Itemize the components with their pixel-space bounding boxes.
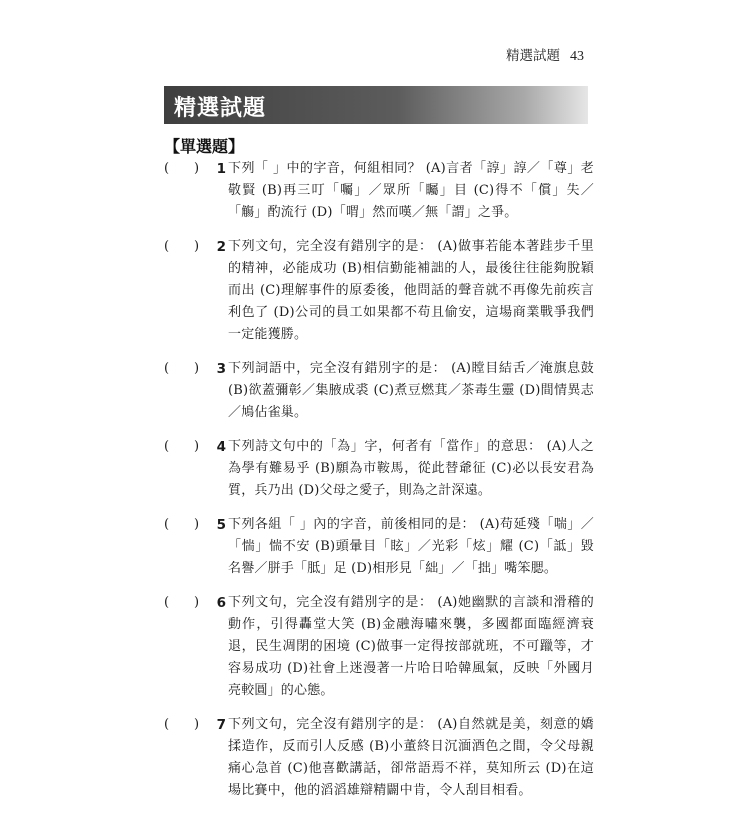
answer-blank-close: ) [194, 439, 200, 454]
subheading-single-choice: 【單選題】 [164, 137, 245, 156]
answer-blank-open: ( [164, 517, 170, 532]
answer-blank-close: ) [194, 517, 200, 532]
section-banner [164, 86, 588, 124]
running-head-title: 精選試題 [506, 48, 560, 64]
answer-blank-open: ( [164, 717, 170, 732]
question-number: 6 [216, 595, 226, 611]
answer-blank-close: ) [194, 595, 200, 610]
answer-blank-open: ( [164, 595, 170, 610]
question-item [164, 714, 594, 802]
page-number: 43 [570, 49, 584, 64]
answer-blank-open: ( [164, 361, 170, 376]
question-text: 下列詩文句中的「為」字，何者有「當作」的意思： (A)人之為學有難易乎 (B)願為市鞍馬，從此替爺征 (C)必以長安君為質，兵乃出 (D)父母之愛子，則為之計深遠。 [228, 439, 594, 498]
question-item [164, 592, 594, 702]
answer-blank-close: ) [194, 161, 200, 176]
question-item [164, 236, 594, 346]
question-number: 1 [216, 161, 226, 177]
question-text: 下列文句，完全沒有錯別字的是： (A)自然就是美，刻意的嬌揉造作，反而引人反感 (B)小董終日沉湎酒色之間，令父母親痛心急首 (C)他喜歡講話，卻常語焉不祥，莫知所云 (D)在這場比賽中，他的滔滔雄辯精闢中肯，令人刮目相看。 [228, 717, 594, 798]
answer-blank-open: ( [164, 439, 170, 454]
answer-blank-open: ( [164, 239, 170, 254]
question-number: 2 [216, 239, 226, 255]
question-item [164, 436, 594, 502]
question-number: 4 [216, 439, 226, 455]
question-item [164, 514, 594, 580]
section-title: 精選試題 [174, 96, 267, 121]
question-text: 下列詞語中，完全沒有錯別字的是： (A)瞠目結舌／淹旗息鼓 (B)欲蓋彌彰／集腋成裘 (C)煮豆燃萁／茶毒生靈 (D)間情異志／鳩佔雀巢。 [228, 361, 594, 420]
question-text: 下列文句，完全沒有錯別字的是： (A)她幽默的言談和滑稽的動作，引得轟堂大笑 (B)金融海嘯來襲，多國都面臨經濟衰退，民生凋閉的困境 (C)做事一定得按部就班，不可躐等，才容易成功 (D)社會上迷漫著一片哈日哈韓風氣，反映「外國月亮較圓」的心態。 [228, 595, 594, 698]
question-text: 下列文句，完全沒有錯別字的是： (A)做事若能本著跬步千里的精神，必能成功 (B)相信勤能補詘的人，最後往往能夠脫穎而出 (C)理解事件的原委後，他問話的聲音就不再像先前疾言利色了 (D)公司的員工如果都不苟且偷安，這場商業戰爭我們一定能獲勝。 [228, 239, 594, 342]
answer-blank-close: ) [194, 239, 200, 254]
question-text: 下列各組「 」內的字音，前後相同的是： (A)苟延殘「喘」／「惴」惴不安 (B)頭暈目「眩」／光彩「炫」耀 (C)「詆」毀名譽／胼手「胝」足 (D)相形見「絀」／「拙」嘴笨腮。 [228, 517, 594, 576]
question-number: 3 [216, 361, 226, 377]
question-number: 5 [216, 517, 226, 533]
answer-blank-close: ) [194, 361, 200, 376]
answer-blank-close: ) [194, 717, 200, 732]
question-number: 7 [216, 717, 226, 733]
answer-blank-open: ( [164, 161, 170, 176]
running-head [506, 44, 584, 65]
question-item [164, 158, 594, 224]
question-list [164, 158, 594, 814]
question-text: 下列「 」中的字音，何組相同？ (A)言者「諄」諄／「尊」老敬賢 (B)再三叮「囑」／眾所「矚」目 (C)得不「償」失／「觴」酌流行 (D)「喟」然而嘆／無「謂」之爭。 [228, 161, 594, 220]
question-item [164, 358, 594, 424]
